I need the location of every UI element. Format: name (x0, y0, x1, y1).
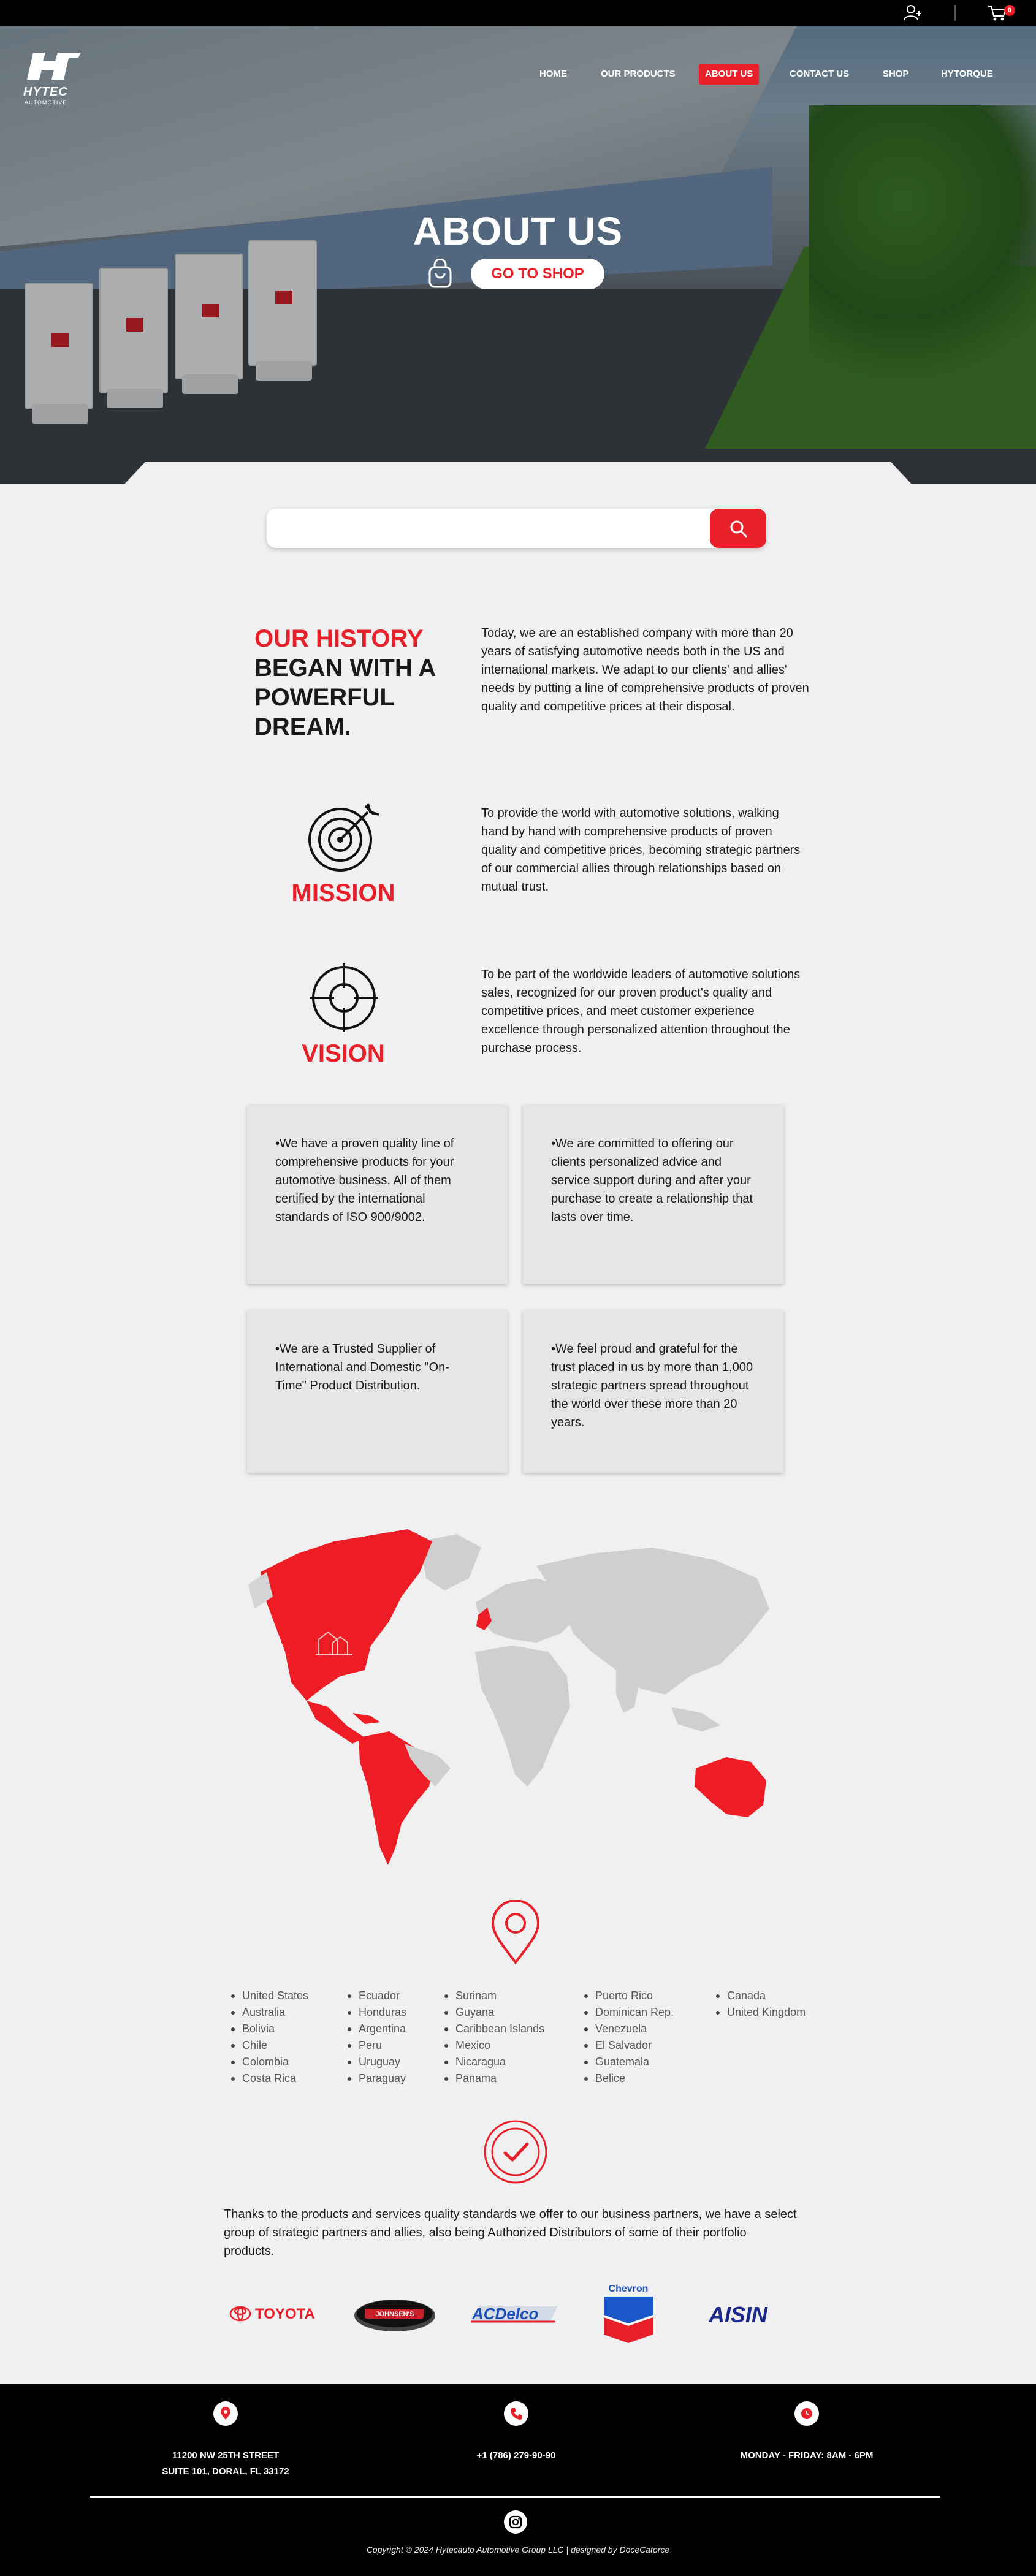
value-card: •We are a Trusted Supplier of International and Domestic "On-Time" Product Distribution. (247, 1310, 508, 1473)
country-item: Surinam (444, 1988, 544, 2004)
country-item: Nicaragua (444, 2054, 544, 2070)
address-line-2: SUITE 101, DORAL, FL 33172 (162, 2466, 289, 2477)
aisin-logo (706, 2301, 792, 2327)
mission-text: To provide the world with automotive solutions, walking hand by hand with comprehensive products of proven quality and competitive prices, becoming strategic partners of our commercial allies through relationships based on mutual trust. (481, 807, 801, 894)
footer-divider (90, 2496, 940, 2498)
top-bar (0, 0, 1036, 26)
location-pin-icon (490, 1900, 541, 1965)
country-item: Uruguay (348, 2054, 406, 2070)
country-list-4 (584, 1988, 674, 2087)
country-list-2 (348, 1988, 406, 2087)
country-item: Argentina (348, 2021, 406, 2037)
acdelco-logo (466, 2301, 561, 2326)
country-item: Venezuela (584, 2021, 674, 2037)
clock-icon (794, 2401, 819, 2426)
aisin-logo-text: AISIN (709, 2302, 768, 2327)
nav-contact-us[interactable]: CONTACT US (790, 69, 850, 79)
country-item: Dominican Rep. (584, 2004, 674, 2021)
country-item: Guatemala (584, 2054, 674, 2070)
toyota-logo-text: TOYOTA (255, 2306, 315, 2322)
footer-hours: MONDAY - FRIDAY: 8AM - 6PM (740, 2450, 874, 2461)
johnsens-logo-text: JOHNSEN'S (375, 2311, 414, 2318)
country-item: Ecuador (348, 1988, 406, 2004)
instagram-icon[interactable] (504, 2510, 527, 2534)
vision-text: To be part of the worldwide leaders of automotive solutions sales, recognized for our proven product's quality and competitive prices, and meet customer experience excellence through personalized attention throughout the purchase process. (481, 968, 801, 1055)
nav-our-products[interactable]: OUR PRODUCTS (601, 69, 676, 79)
target-icon (307, 800, 380, 873)
page-title: ABOUT US (413, 209, 623, 253)
brand-name: HYTEC (23, 85, 68, 99)
search-icon (728, 519, 748, 538)
nav-about-us[interactable]: ABOUT US (699, 64, 759, 85)
vision-title: VISION (302, 1040, 385, 1067)
shopping-bag-icon (427, 259, 453, 289)
address-line-1: 11200 NW 25TH STREET (172, 2450, 280, 2461)
country-item: United Kingdom (716, 2004, 806, 2021)
go-to-shop-button[interactable]: GO TO SHOP (471, 259, 604, 289)
nav-hytorque[interactable]: HYTORQUE (941, 69, 993, 79)
history-heading-red: OUR HISTORY (254, 625, 424, 652)
brand-subtitle: AUTOMOTIVE (25, 99, 67, 105)
world-map (248, 1529, 775, 1866)
johnsens-logo (352, 2295, 437, 2333)
country-item: Bolivia (231, 2021, 308, 2037)
chevron-logo (601, 2283, 656, 2344)
country-item: Chile (231, 2037, 308, 2054)
value-card: •We have a proven quality line of comprehensive products for your automotive business. All of them certified by the international standards of ISO 900/9002. (247, 1105, 508, 1284)
country-item: Australia (231, 2004, 308, 2021)
nav-shop[interactable]: SHOP (883, 69, 909, 79)
cart-count-badge: 0 (1004, 5, 1015, 16)
country-item: United States (231, 1988, 308, 2004)
country-list-5 (716, 1988, 806, 2021)
mission-title: MISSION (291, 880, 395, 906)
phone-icon (504, 2401, 528, 2426)
country-item: Guyana (444, 2004, 544, 2021)
country-list-3 (444, 1988, 544, 2087)
footer-address (134, 2448, 318, 2480)
copyright-text: Copyright © 2024 Hytecauto Automotive Group LLC | designed by DoceCatorce (366, 2545, 670, 2555)
country-item: Mexico (444, 2037, 544, 2054)
country-item: El Salvador (584, 2037, 674, 2054)
search-bar (267, 509, 766, 548)
site-logo[interactable] (21, 50, 88, 105)
toyota-logo (228, 2301, 326, 2326)
acdelco-logo-text: ACDelco (472, 2304, 539, 2323)
search-button[interactable] (710, 509, 766, 548)
nav-home[interactable]: HOME (539, 69, 567, 79)
country-item: Caribbean Islands (444, 2021, 544, 2037)
site-footer (0, 2384, 1036, 2576)
topbar-divider (954, 5, 956, 21)
chevron-logo-text: Chevron (608, 2284, 649, 2294)
crosshair-icon (310, 963, 378, 1032)
country-item: Canada (716, 1988, 806, 2004)
user-account-icon[interactable] (902, 4, 923, 22)
country-item: Belice (584, 2070, 674, 2087)
search-input[interactable] (279, 517, 647, 539)
value-card: •We feel proud and grateful for the trust placed in us by more than 1,000 strategic partners spread throughout the world over these more than 20 years. (523, 1310, 783, 1473)
location-icon (213, 2401, 238, 2426)
country-item: Peru (348, 2037, 406, 2054)
history-heading (254, 624, 451, 742)
country-item: Puerto Rico (584, 1988, 674, 2004)
footer-phone[interactable]: +1 (786) 279-90-90 (476, 2450, 556, 2461)
history-text: Today, we are an established company with more than 20 years of satisfying automotive needs both in the US and international markets. We adapt to our clients' and allies' needs by putting a line of comprehensive products of proven quality and competitive prices at their disposal. (481, 626, 809, 713)
hero-bottom-shape (0, 462, 1036, 492)
country-list-1 (231, 1988, 308, 2087)
check-badge-icon (483, 2119, 548, 2184)
partners-text: Thanks to the products and services quality standards we offer to our business partners, we have a select group of strategic partners and allies, also being Authorized Distributors of some of their portfolio products. (224, 2208, 797, 2258)
country-item: Honduras (348, 2004, 406, 2021)
history-heading-black: BEGAN WITH A POWERFUL DREAM. (254, 655, 435, 740)
country-item: Colombia (231, 2054, 308, 2070)
value-card: •We are committed to offering our clients personalized advice and service support during and after your purchase to create a relationship that lasts over time. (523, 1105, 783, 1284)
country-item: Panama (444, 2070, 544, 2087)
hytec-h-logo-icon (21, 50, 82, 82)
country-item: Paraguay (348, 2070, 406, 2087)
country-item: Costa Rica (231, 2070, 308, 2087)
